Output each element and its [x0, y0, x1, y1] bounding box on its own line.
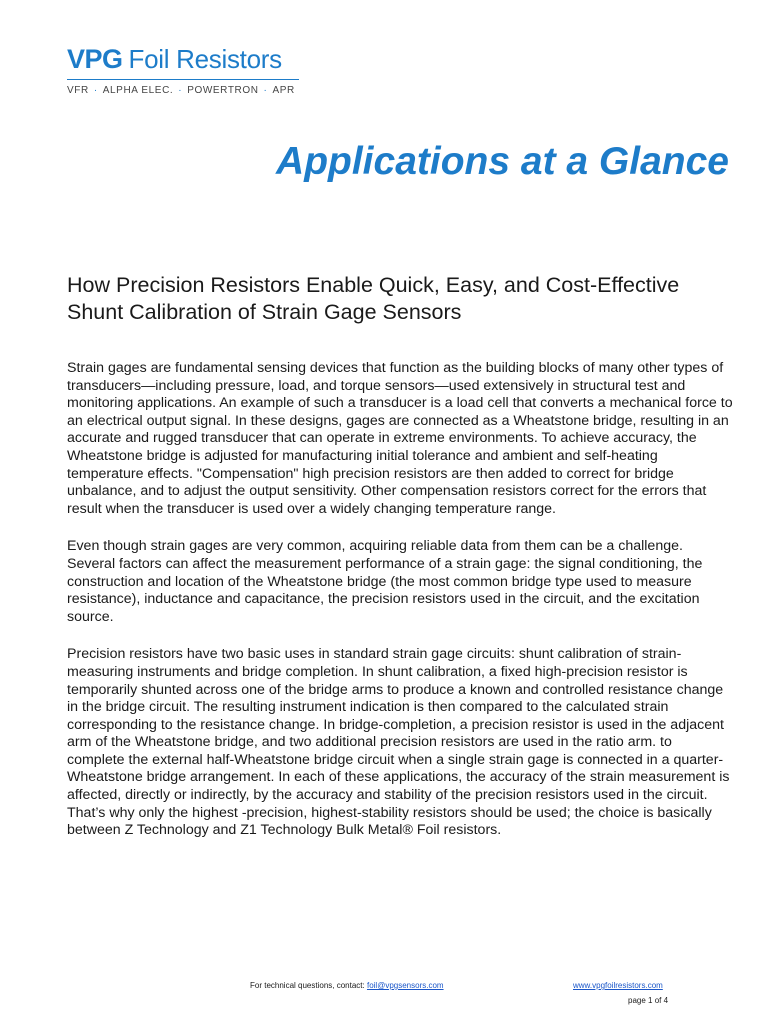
logo-separator: ·: [93, 85, 98, 96]
company-logo: [67, 44, 299, 96]
logo-separator: ·: [178, 85, 183, 96]
logo-brand-list: [67, 85, 299, 96]
body-paragraph: Even though strain gages are very common, acquiring reliable data from them can be a challenge. Several factors can affect the measurement performance of a strain gage: the signal conditioning, the construction and location of the Wheatstone bridge (the most common bridge type used to measure resistance), inductance and capacitance, the precision resistors used in the circuit, and the excitation source.: [67, 538, 703, 625]
footer-website: [573, 981, 663, 990]
footer-contact-label: For technical questions, contact:: [250, 981, 365, 990]
footer-contact: [250, 981, 444, 990]
logo-product-name: Foil Resistors: [128, 44, 282, 74]
body-paragraph: Strain gages are fundamental sensing devices that function as the building blocks of many other types of transducers—including pressure, load, and torque sensors—used extensively in structural test and monitoring applications. An example of such a transducer is a load cell that converts a mechanical force to an electrical output signal. In these designs, gages are connected as a Wheatstone bridge, resulting in an accurate and rugged transducer that can operate in extreme environments. To achieve accuracy, the Wheatstone bridge is adjusted for manufacturing initial tolerance and ambient and self-heating temperature effects. "Compensation" high precision resistors are then added to correct for bridge unbalance, and to adjust the output sensitivity. Other compensation resistors correct for the errors that result when the transducer is used over a widely changing temperature range.: [67, 360, 733, 517]
logo-wordmark: [67, 44, 299, 75]
logo-divider: [67, 79, 299, 80]
article-heading: How Precision Resistors Enable Quick, Easy, and Cost-Effective Shunt Calibration of Strain Gage Sensors: [67, 273, 680, 324]
body-paragraph: Precision resistors have two basic uses in standard strain gage circuits: shunt calibration of strain-measuring instruments and bridge completion. In shunt calibration, a fixed high-precision resistor is temporarily shunted across one of the bridge arms to produce a known and controlled resistance change in the bridge circuit. The resulting instrument indication is then compared to the calculated strain corresponding to the resistance change. In bridge-completion, a precision resistor is used in the adjacent arm of the Wheatstone bridge, and two additional precision resistors are used in the ratio arm. to complete the external half-Wheatstone bridge circuit when a single strain gage is connected in a quarter-Wheatstone bridge arrangement. In each of these applications, the accuracy of the strain measurement is affected, directly or indirectly, by the accuracy and stability of the precision resistors used in the circuit. That’s why only the highest -precision, highest-stability resistors should be used; the choice is basically between Z Technology and Z1 Technology Bulk Metal® Foil resistors.: [67, 646, 730, 839]
logo-brand-item: ALPHA ELEC.: [102, 85, 174, 96]
footer-website-link[interactable]: www.vpgfoilresistors.com: [573, 981, 663, 990]
page-number: page 1 of 4: [628, 996, 669, 1005]
document-title: Applications at a Glance: [276, 140, 729, 183]
article-body: [67, 360, 733, 860]
logo-brand-item: APR: [272, 85, 295, 96]
logo-brand: VPG: [67, 44, 123, 74]
logo-separator: ·: [263, 85, 268, 96]
logo-brand-item: VFR: [67, 85, 89, 96]
footer-email-link[interactable]: foil@vpgsensors.com: [366, 981, 444, 990]
logo-brand-item: POWERTRON: [187, 85, 259, 96]
